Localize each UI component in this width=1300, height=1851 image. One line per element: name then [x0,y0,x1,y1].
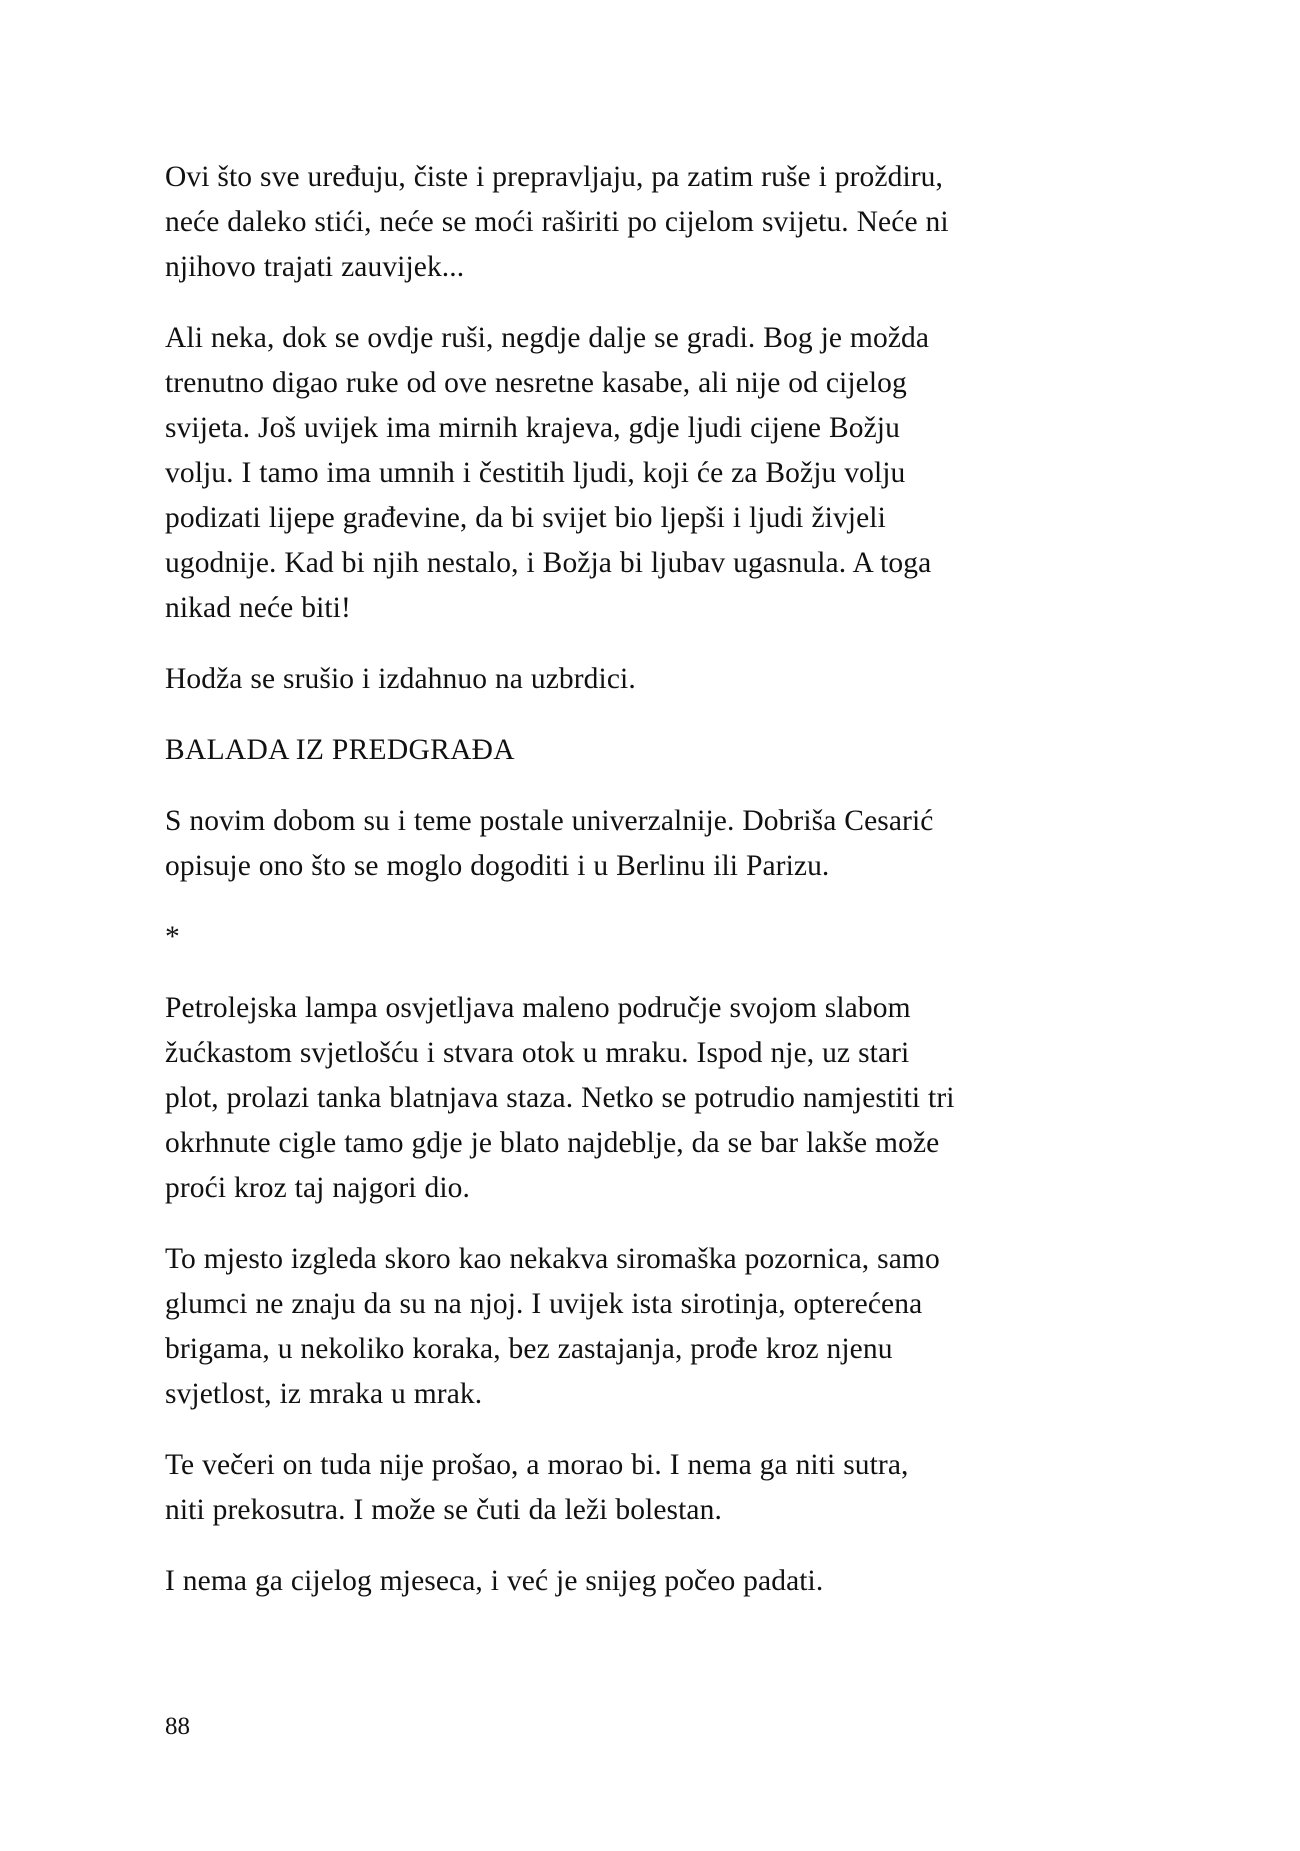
page-body-text [165,155,955,1604]
paragraph-4: S novim dobom su i teme postale univerzalnije. Dobriša Cesarić opisuje ono što se moglo dogoditi i u Berlinu ili Parizu. [165,805,934,882]
paragraph-1: Ovi što sve uređuju, čiste i prepravljaju, pa zatim ruše i proždiru, neće daleko stići, neće se moći raširiti po cijelom svijetu. Neće ni njihovo trajati zauvijek... [165,161,949,283]
page-number: 88 [165,1713,190,1740]
paragraph-2: Ali neka, dok se ovdje ruši, negdje dalje se gradi. Bog je možda trenutno digao ruke od ove nesretne kasabe, ali nije od cijelog svijeta. Još uvijek ima mirnih krajeva, gdje ljudi cijene Božju volju. I tamo ima umnih i čestitih ljudi, koji će za Božju volju podizati lijepe građevine, da bi svijet bio ljepši i ljudi živjeli ugodnije. Kad bi njih nestalo, i Božja bi ljubav ugasnula. A toga nikad neće biti! [165,322,932,624]
paragraph-5: Petrolejska lampa osvjetljava maleno područje svojom slabom žućkastom svjetlošću i stvara otok u mraku. Ispod nje, uz stari plot, prolazi tanka blatnjava staza. Netko se potrudio namjestiti tri okrhnute cigle tamo gdje je blato najdeblje, da se bar lakše može proći kroz taj najgori dio. [165,992,955,1204]
paragraph-3: Hodža se srušio i izdahnuo na uzbrdici. [165,663,636,695]
paragraph-7: Te večeri on tuda nije prošao, a morao bi. I nema ga niti sutra, niti prekosutra. I može se čuti da leži bolestan. [165,1449,909,1526]
paragraph-6: To mjesto izgleda skoro kao nekakva siromaška pozornica, samo glumci ne znaju da su na njoj. I uvijek ista sirotinja, opterećena brigama, u nekoliko koraka, bez zastajanja, prođe kroz njenu svjetlost, iz mraka u mrak. [165,1243,940,1410]
paragraph-8: I nema ga cijelog mjeseca, i već je snijeg počeo padati. [165,1565,824,1597]
section-heading: BALADA IZ PREDGRAĐA [165,734,515,766]
asterisk-separator: * [165,921,180,953]
